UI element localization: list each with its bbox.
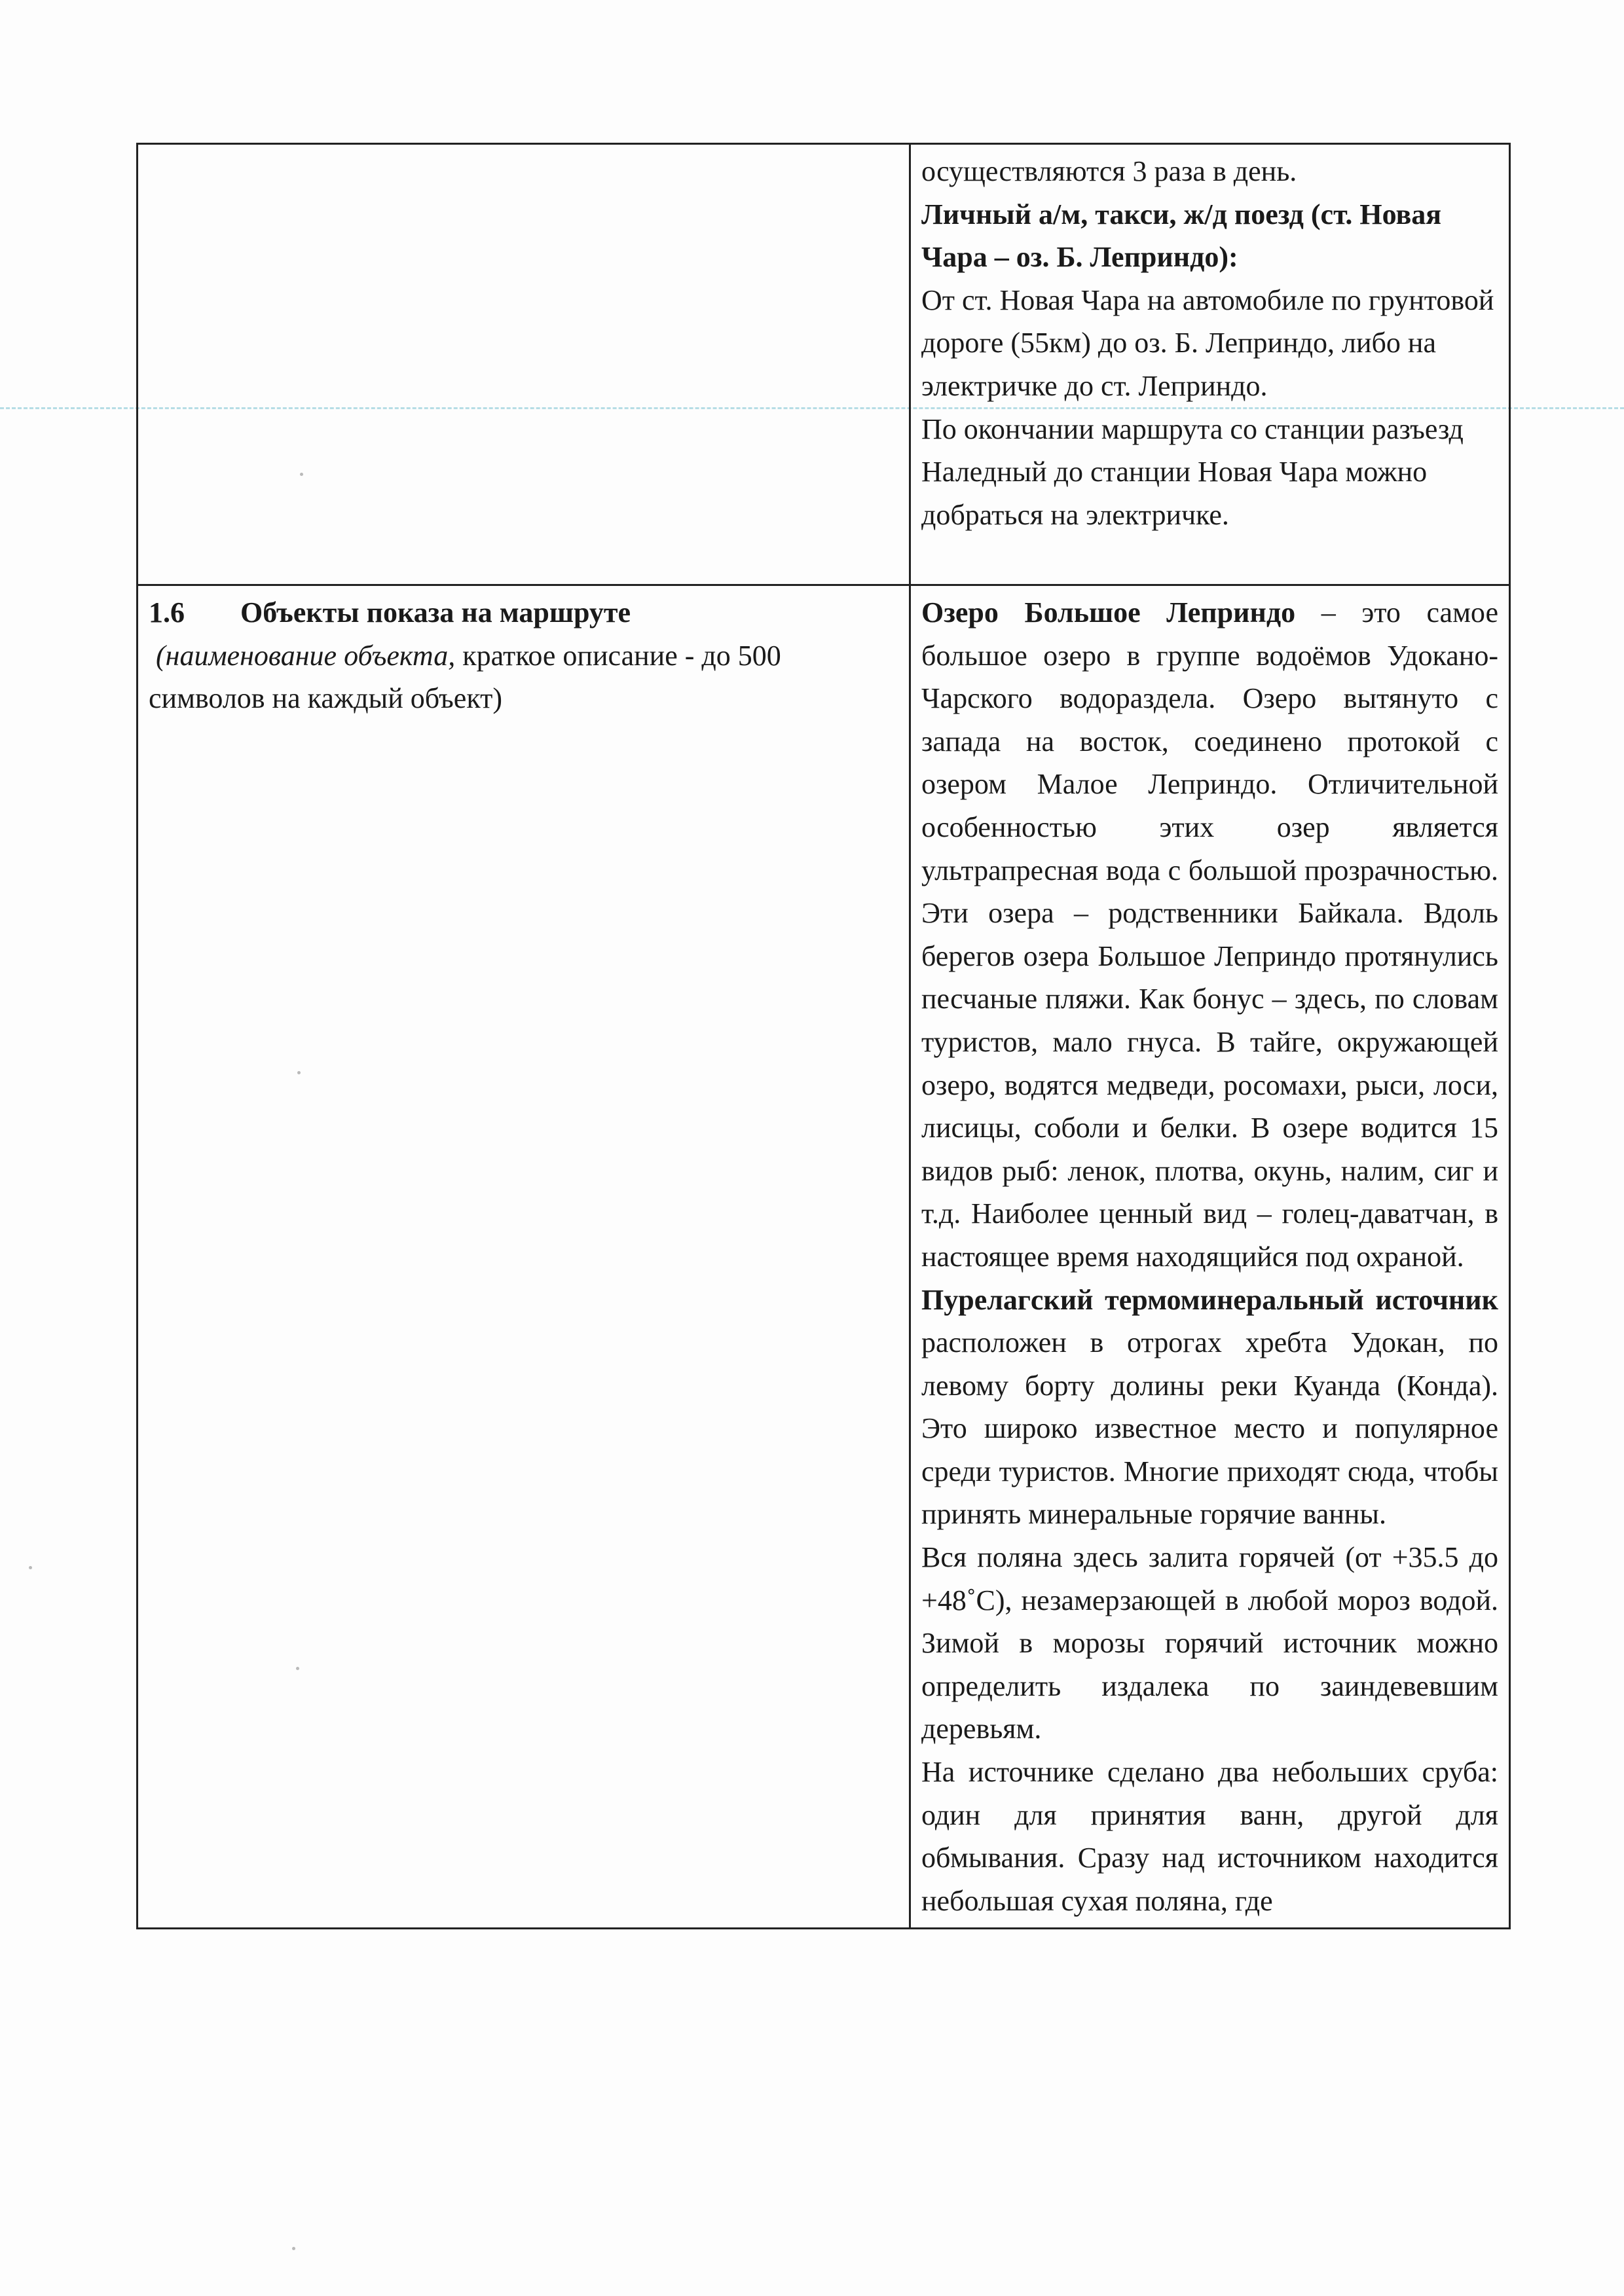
transport-text-route: От ст. Новая Чара на автомобиле по грунтовой дороге (55км) до оз. Б. Леприндо, либо на электричке до ст. Леприндо. [921, 283, 1494, 402]
objects-label-cell [138, 585, 910, 1929]
lake-leprindo-text: – это самое большое озеро в группе водоёмов Удокано-Чарского водораздела. Озеро вытянуто с запада на восток, соединено протокой с озером Малое Леприндо. Отличительной особенностью этих озер является ультрапресная вода с большой прозрачностью. Эти озера – родственники Байкала. Вдоль берегов озера Большое Леприндо протянулись песчаные пляжи. Как бонус – здесь, по словам туристов, мало гнуса. В тайге, окружающей озеро, водятся медведи, росомахи, рыси, лоси, лисицы, соболи и белки. В озере водится 15 видов рыб: ленок, плотва, окунь, налим, сиг и т.д. Наиболее ценный вид – голец-даватчан, в настоящее время находящийся под охраной. [921, 596, 1498, 1273]
objects-description-cell [910, 585, 1510, 1929]
purelag-spring-title: Пурелагский термоминеральный источник [921, 1283, 1498, 1316]
transport-heading: Личный а/м, такси, ж/д поезд (ст. Новая Чара – оз. Б. Леприндо): [921, 198, 1442, 274]
section-number: 1.6 [149, 596, 185, 629]
table-row-transport [138, 144, 1510, 585]
spring-temperature-paragraph: Вся поляна здесь залита горячей (от +35.5 до +48˚С), незамерзающей в любой мороз водой. Зимой в морозы горячий источник можно определить издалека по заиндевевшим деревьям. [921, 1541, 1498, 1745]
purelag-spring-text: расположен в отрогах хребта Удокан, по левому борту долины реки Куанда (Конда). Это широко известное место и популярное среди туристов. Многие приходят сюда, чтобы принять минеральные горячие ванны. [921, 1326, 1498, 1531]
section-subtitle-rest: краткое описание - до 500 символов на каждый объект) [149, 639, 781, 715]
spring-cabins-paragraph: На источнике сделано два небольших сруба: один для принятия ванн, другой для обмывания. Сразу над источником находится небольшая сухая поляна, где [921, 1756, 1498, 1917]
route-info-table [136, 143, 1511, 1929]
transport-text-frequency: осуществляются 3 раза в день. [921, 155, 1297, 187]
purelag-spring-paragraph [921, 1279, 1498, 1537]
section-subtitle [149, 634, 898, 720]
section-subtitle-italic: (наименование объекта, [156, 639, 456, 672]
lake-leprindo-title: Озеро Большое Леприндо [921, 596, 1296, 629]
section-title: Объекты показа на маршруте [240, 596, 631, 629]
lake-leprindo-paragraph [921, 591, 1498, 1279]
scan-speck [292, 2247, 295, 2250]
transport-label-cell [138, 144, 910, 585]
transport-description-cell [910, 144, 1510, 585]
section-heading [149, 591, 898, 634]
table-row-objects [138, 585, 1510, 1929]
scan-speck [29, 1566, 32, 1569]
transport-text-return: По окончании маршрута со станции разъезд Наледный до станции Новая Чара можно добраться на электричке. [921, 412, 1464, 531]
